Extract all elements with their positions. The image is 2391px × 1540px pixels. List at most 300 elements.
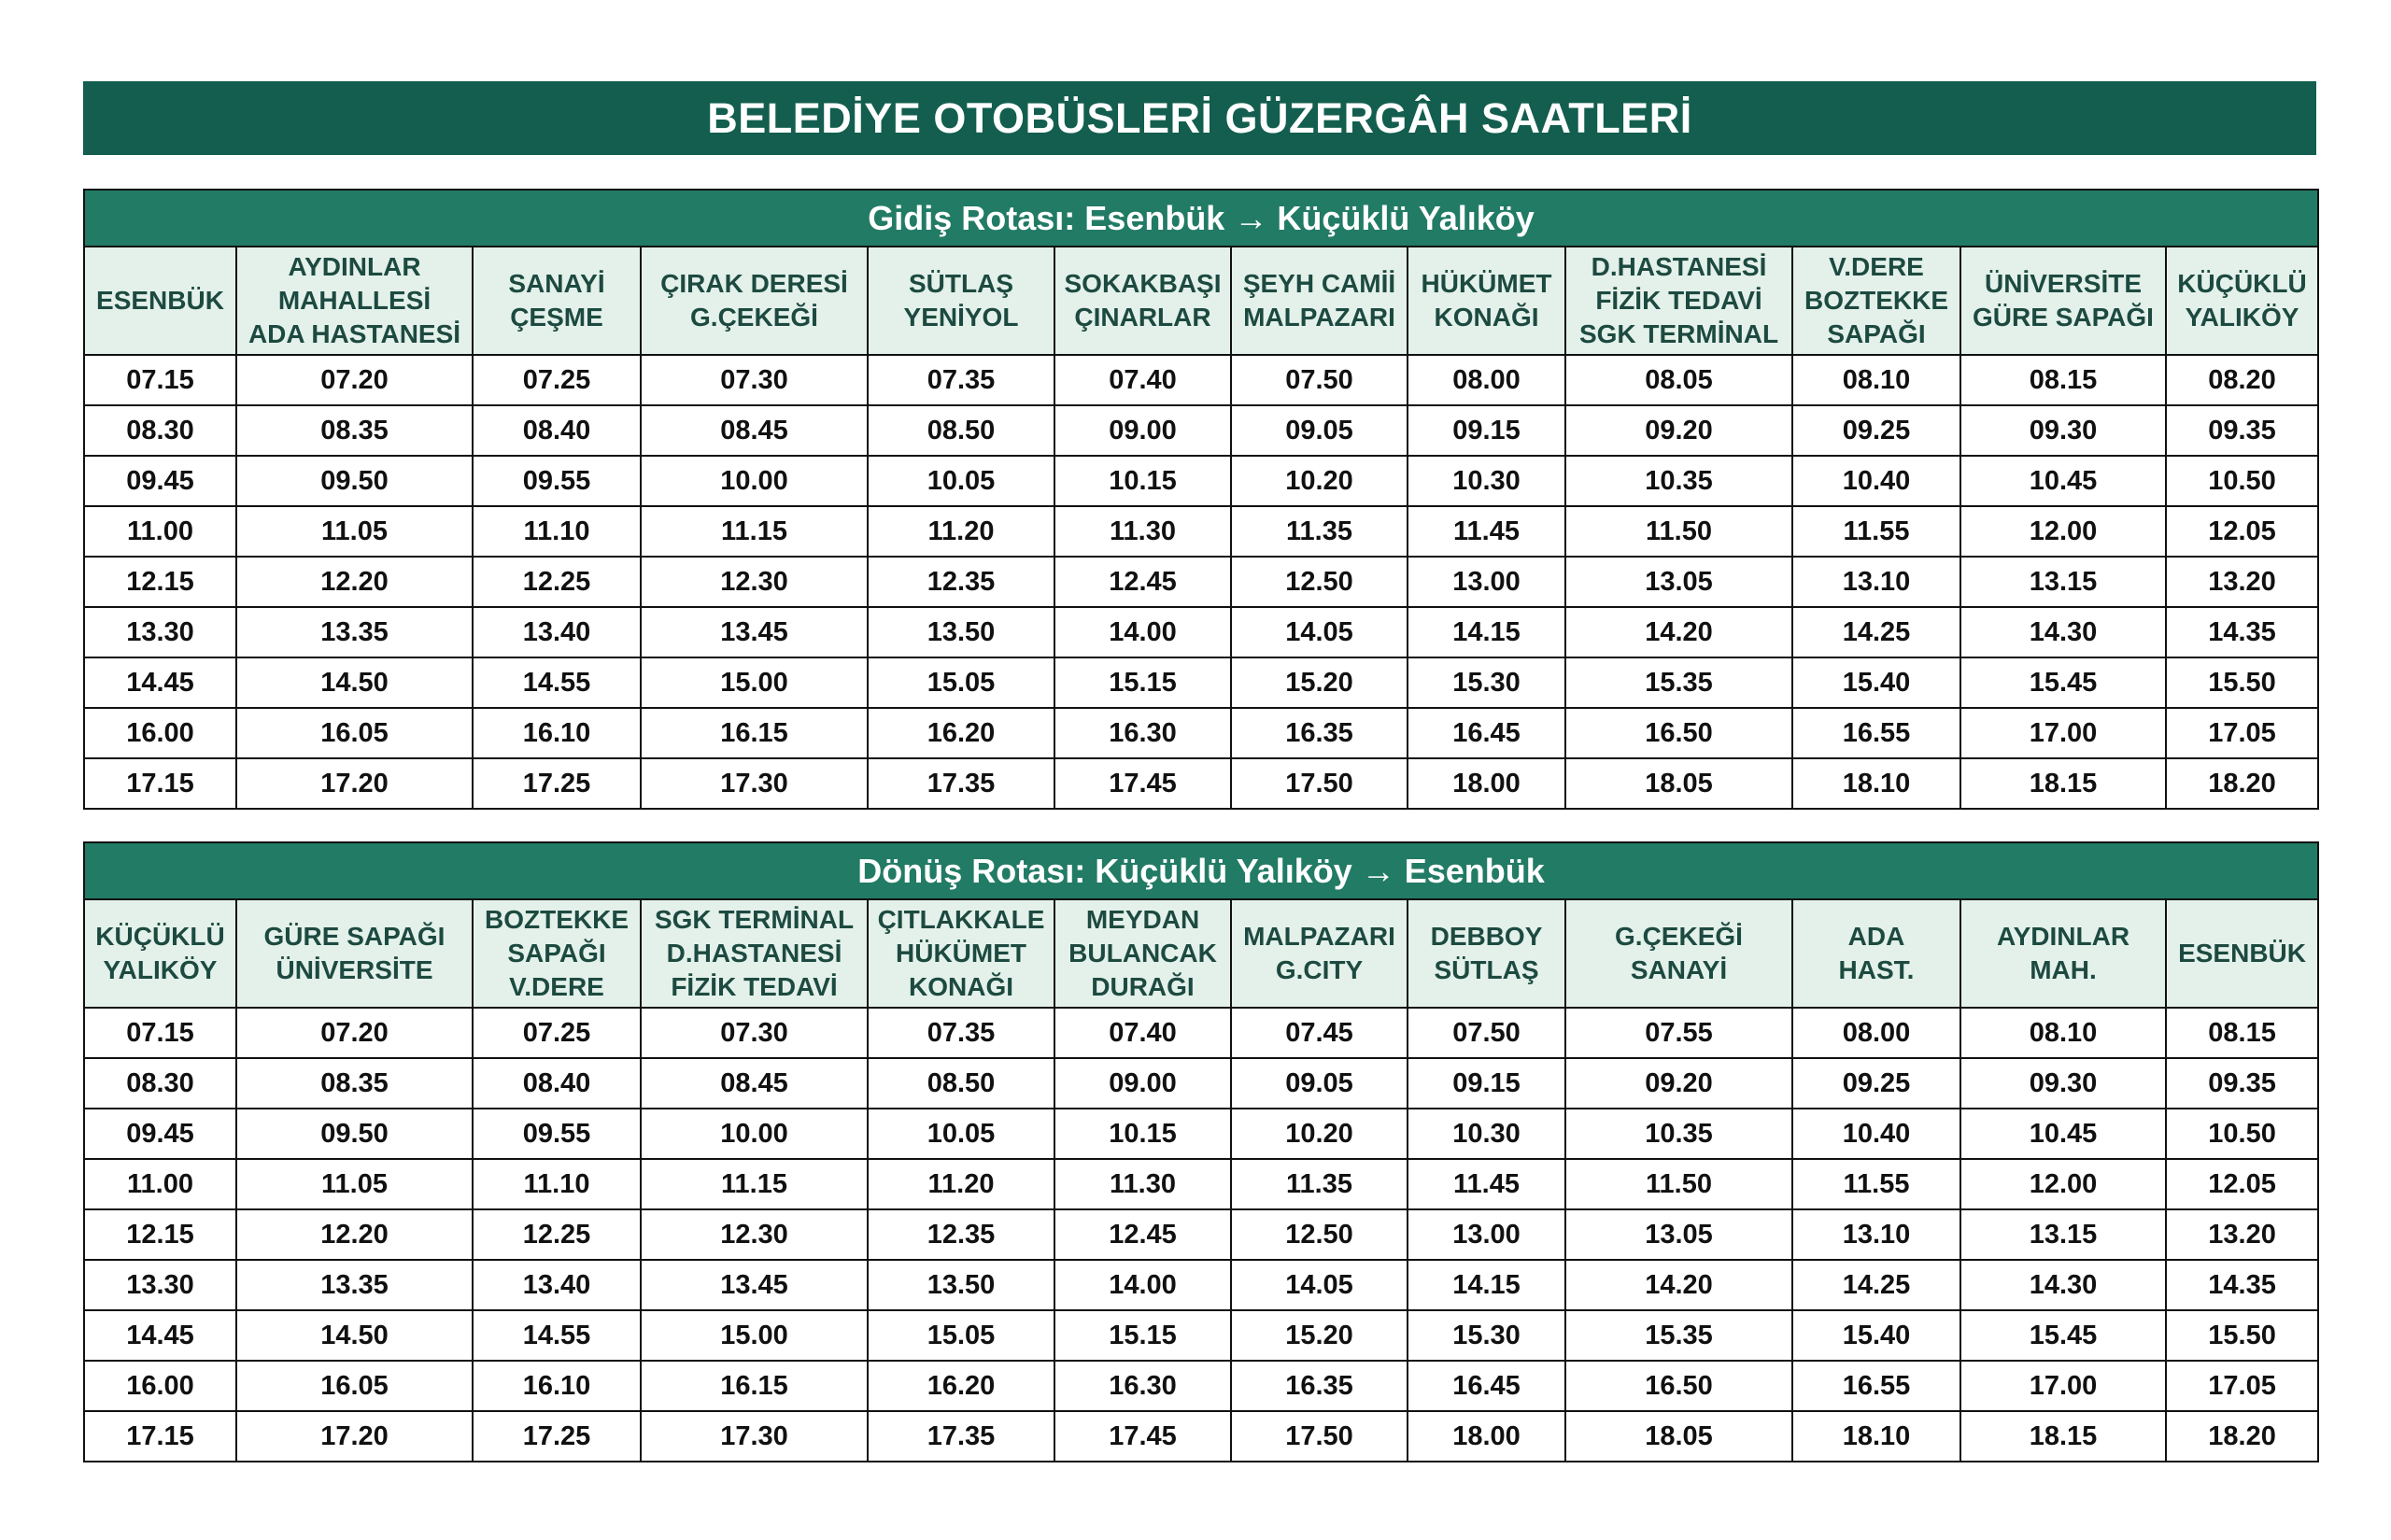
time-cell: 12.45: [1054, 1209, 1231, 1260]
time-cell: 16.20: [868, 1361, 1054, 1411]
time-cell: 16.15: [641, 708, 868, 758]
time-cell: 10.40: [1792, 456, 1960, 506]
time-cell: 07.30: [641, 355, 868, 405]
time-cell: 14.25: [1792, 1260, 1960, 1310]
time-cell: 17.35: [868, 758, 1054, 809]
time-cell: 10.05: [868, 456, 1054, 506]
stop-name-line: ADA HASTANESİ: [248, 319, 461, 348]
time-cell: 11.15: [641, 506, 868, 557]
time-cell: 09.30: [1960, 405, 2166, 456]
stop-name-line: ADA: [1847, 922, 1905, 951]
time-cell: 12.35: [868, 557, 1054, 607]
time-cell: 16.00: [84, 1361, 236, 1411]
table-row: [84, 758, 2318, 809]
time-cell: 15.20: [1231, 657, 1408, 708]
stop-name-line: KÜÇÜKLÜ: [95, 922, 225, 951]
time-cell: 11.55: [1792, 506, 1960, 557]
stop-header: [1231, 899, 1408, 1008]
time-cell: 14.50: [236, 1310, 473, 1361]
time-cell: 09.35: [2166, 1058, 2318, 1109]
stop-name-line: SANAYİ: [1630, 955, 1728, 984]
time-cell: 10.50: [2166, 456, 2318, 506]
return-timetable: [83, 841, 2319, 1462]
stop-name-line: SGK TERMİNAL: [1578, 319, 1779, 348]
time-cell: 14.20: [1565, 607, 1792, 657]
table-row: [84, 1109, 2318, 1159]
time-cell: 15.15: [1054, 657, 1231, 708]
time-cell: 08.05: [1565, 355, 1792, 405]
stop-header: [1054, 247, 1231, 355]
time-cell: 13.00: [1408, 1209, 1565, 1260]
time-cell: 08.30: [84, 1058, 236, 1109]
time-cell: 11.35: [1231, 1159, 1408, 1209]
stop-name-line: AYDINLAR: [1996, 922, 2130, 951]
time-cell: 11.45: [1408, 1159, 1565, 1209]
time-cell: 10.45: [1960, 456, 2166, 506]
time-cell: 09.05: [1231, 405, 1408, 456]
time-cell: 11.00: [84, 1159, 236, 1209]
stop-name-line: ESENBÜK: [2178, 939, 2306, 968]
stop-header: [2166, 247, 2318, 355]
time-cell: 18.15: [1960, 1411, 2166, 1462]
time-cell: 11.05: [236, 1159, 473, 1209]
time-cell: 16.10: [473, 708, 641, 758]
time-cell: 13.10: [1792, 557, 1960, 607]
time-cell: 16.30: [1054, 1361, 1231, 1411]
time-cell: 09.50: [236, 1109, 473, 1159]
stop-name-line: KONAĞI: [1434, 303, 1539, 332]
stop-header: [236, 899, 473, 1008]
time-cell: 08.10: [1792, 355, 1960, 405]
stop-name-line: KÜÇÜKLÜ: [2177, 269, 2307, 298]
time-cell: 09.45: [84, 456, 236, 506]
time-cell: 08.15: [1960, 355, 2166, 405]
stop-name-line: MAHALLESİ: [277, 286, 432, 315]
stop-name-line: SOKAKBAŞI: [1064, 269, 1222, 298]
stop-name-line: D.HASTANESİ: [1591, 252, 1767, 281]
time-cell: 12.45: [1054, 557, 1231, 607]
stop-name-line: SÜTLAŞ: [909, 269, 1013, 298]
time-cell: 15.40: [1792, 657, 1960, 708]
time-cell: 11.45: [1408, 506, 1565, 557]
stop-name-line: D.HASTANESİ: [666, 939, 842, 968]
time-cell: 07.35: [868, 1008, 1054, 1058]
time-cell: 09.45: [84, 1109, 236, 1159]
time-cell: 17.45: [1054, 758, 1231, 809]
time-cell: 07.25: [473, 1008, 641, 1058]
time-cell: 14.05: [1231, 607, 1408, 657]
time-cell: 10.40: [1792, 1109, 1960, 1159]
table-row: [84, 1411, 2318, 1462]
time-cell: 13.30: [84, 1260, 236, 1310]
stop-header: [1960, 247, 2166, 355]
stop-name-line: HÜKÜMET: [1421, 269, 1552, 298]
table-row: [84, 1310, 2318, 1361]
time-cell: 07.15: [84, 1008, 236, 1058]
stop-name-line: G.ÇEKEĞİ: [690, 303, 818, 332]
stop-name-line: BOZTEKKE: [1804, 286, 1948, 315]
route-title: Gidiş Rotası: Esenbük → Küçüklü Yalıköy: [84, 190, 2318, 247]
stop-name-line: MALPAZARI: [1243, 922, 1395, 951]
stop-name-line: KONAĞI: [909, 972, 1013, 1001]
time-cell: 17.50: [1231, 1411, 1408, 1462]
time-cell: 16.10: [473, 1361, 641, 1411]
time-cell: 08.10: [1960, 1008, 2166, 1058]
time-cell: 13.45: [641, 1260, 868, 1310]
time-cell: 13.20: [2166, 557, 2318, 607]
stop-name-line: MALPAZARI: [1243, 303, 1395, 332]
time-cell: 18.10: [1792, 1411, 1960, 1462]
time-cell: 07.30: [641, 1008, 868, 1058]
time-cell: 16.55: [1792, 1361, 1960, 1411]
time-cell: 17.15: [84, 1411, 236, 1462]
route-title-row: [84, 842, 2318, 899]
stop-header: [1054, 899, 1231, 1008]
stop-name-line: AYDINLAR: [288, 252, 421, 281]
time-cell: 18.10: [1792, 758, 1960, 809]
time-cell: 16.50: [1565, 1361, 1792, 1411]
time-cell: 13.35: [236, 1260, 473, 1310]
stop-header: [473, 247, 641, 355]
time-cell: 11.35: [1231, 506, 1408, 557]
time-cell: 14.15: [1408, 607, 1565, 657]
time-cell: 09.35: [2166, 405, 2318, 456]
stop-header-row: [84, 247, 2318, 355]
stop-header: [1408, 247, 1565, 355]
time-cell: 18.20: [2166, 758, 2318, 809]
time-cell: 08.20: [2166, 355, 2318, 405]
time-cell: 17.25: [473, 758, 641, 809]
time-cell: 12.35: [868, 1209, 1054, 1260]
time-cell: 12.25: [473, 1209, 641, 1260]
table-row: [84, 506, 2318, 557]
time-cell: 10.30: [1408, 1109, 1565, 1159]
time-cell: 12.15: [84, 1209, 236, 1260]
stop-name-line: DEBBOY: [1430, 922, 1543, 951]
time-cell: 17.15: [84, 758, 236, 809]
stop-name-line: DURAĞI: [1091, 972, 1195, 1001]
stop-name-line: YALIKÖY: [2185, 303, 2299, 332]
time-cell: 07.40: [1054, 355, 1231, 405]
time-cell: 14.00: [1054, 1260, 1231, 1310]
table-row: [84, 456, 2318, 506]
time-cell: 14.55: [473, 1310, 641, 1361]
time-cell: 10.05: [868, 1109, 1054, 1159]
time-cell: 08.40: [473, 1058, 641, 1109]
stop-name-line: G.ÇEKEĞİ: [1615, 922, 1743, 951]
time-cell: 15.15: [1054, 1310, 1231, 1361]
time-cell: 16.00: [84, 708, 236, 758]
time-cell: 10.00: [641, 456, 868, 506]
time-cell: 12.30: [641, 557, 868, 607]
time-cell: 16.05: [236, 708, 473, 758]
stop-header: [641, 899, 868, 1008]
time-cell: 11.50: [1565, 1159, 1792, 1209]
time-cell: 10.20: [1231, 456, 1408, 506]
time-cell: 11.10: [473, 506, 641, 557]
table-row: [84, 1361, 2318, 1411]
time-cell: 09.00: [1054, 1058, 1231, 1109]
time-cell: 16.35: [1231, 1361, 1408, 1411]
route-title: Dönüş Rotası: Küçüklü Yalıköy → Esenbük: [84, 842, 2318, 899]
time-cell: 09.20: [1565, 405, 1792, 456]
stop-name-line: ESENBÜK: [96, 286, 224, 315]
time-cell: 13.05: [1565, 557, 1792, 607]
stop-header: [1960, 899, 2166, 1008]
time-cell: 15.45: [1960, 1310, 2166, 1361]
time-cell: 08.00: [1792, 1008, 1960, 1058]
stop-name-line: GÜRE SAPAĞI: [263, 922, 446, 951]
time-cell: 08.35: [236, 1058, 473, 1109]
table-row: [84, 607, 2318, 657]
time-cell: 17.05: [2166, 708, 2318, 758]
stop-name-line: ŞEYH CAMİİ: [1242, 269, 1396, 298]
time-cell: 09.15: [1408, 405, 1565, 456]
time-cell: 14.35: [2166, 1260, 2318, 1310]
time-cell: 11.15: [641, 1159, 868, 1209]
stop-header-row: [84, 899, 2318, 1008]
time-cell: 18.00: [1408, 758, 1565, 809]
time-cell: 15.40: [1792, 1310, 1960, 1361]
time-cell: 12.20: [236, 1209, 473, 1260]
stop-name-line: G.CITY: [1275, 955, 1364, 984]
time-cell: 08.15: [2166, 1008, 2318, 1058]
time-cell: 15.45: [1960, 657, 2166, 708]
time-cell: 11.20: [868, 1159, 1054, 1209]
time-cell: 17.30: [641, 1411, 868, 1462]
time-cell: 17.25: [473, 1411, 641, 1462]
time-cell: 08.45: [641, 1058, 868, 1109]
time-cell: 07.55: [1565, 1008, 1792, 1058]
stop-name-line: SAPAĞI: [507, 939, 606, 968]
time-cell: 17.35: [868, 1411, 1054, 1462]
stop-name-line: ÇEŞME: [510, 303, 603, 332]
time-cell: 10.20: [1231, 1109, 1408, 1159]
stop-name-line: GÜRE SAPAĞI: [1973, 303, 2154, 332]
time-cell: 13.50: [868, 607, 1054, 657]
time-cell: 14.35: [2166, 607, 2318, 657]
time-cell: 13.20: [2166, 1209, 2318, 1260]
time-cell: 11.20: [868, 506, 1054, 557]
time-cell: 16.35: [1231, 708, 1408, 758]
time-cell: 10.50: [2166, 1109, 2318, 1159]
table-row: [84, 708, 2318, 758]
time-cell: 14.45: [84, 1310, 236, 1361]
stop-header: [1565, 899, 1792, 1008]
table-row: [84, 355, 2318, 405]
stop-name-line: V.DERE: [509, 972, 604, 1001]
time-cell: 12.50: [1231, 1209, 1408, 1260]
time-cell: 13.00: [1408, 557, 1565, 607]
time-cell: 17.50: [1231, 758, 1408, 809]
stop-name-line: SANAYİ: [508, 269, 605, 298]
time-cell: 13.50: [868, 1260, 1054, 1310]
time-cell: 12.20: [236, 557, 473, 607]
time-cell: 13.30: [84, 607, 236, 657]
time-cell: 09.15: [1408, 1058, 1565, 1109]
time-cell: 09.00: [1054, 405, 1231, 456]
time-cell: 15.05: [868, 657, 1054, 708]
time-cell: 10.35: [1565, 1109, 1792, 1159]
stop-name-line: SAPAĞI: [1827, 319, 1926, 348]
time-cell: 12.50: [1231, 557, 1408, 607]
time-cell: 17.20: [236, 1411, 473, 1462]
time-cell: 07.35: [868, 355, 1054, 405]
stop-name-line: V.DERE: [1829, 252, 1924, 281]
time-cell: 18.00: [1408, 1411, 1565, 1462]
time-cell: 13.15: [1960, 557, 2166, 607]
time-cell: 10.15: [1054, 456, 1231, 506]
table-row: [84, 557, 2318, 607]
time-cell: 14.30: [1960, 1260, 2166, 1310]
time-cell: 08.50: [868, 405, 1054, 456]
time-cell: 10.30: [1408, 456, 1565, 506]
time-cell: 09.20: [1565, 1058, 1792, 1109]
stop-name-line: MAH.: [2030, 955, 2097, 984]
stop-header: [1792, 247, 1960, 355]
stop-name-line: FİZİK TEDAVİ: [671, 972, 838, 1001]
time-cell: 18.05: [1565, 758, 1792, 809]
time-cell: 16.50: [1565, 708, 1792, 758]
time-cell: 12.00: [1960, 1159, 2166, 1209]
time-cell: 16.45: [1408, 708, 1565, 758]
time-cell: 09.25: [1792, 405, 1960, 456]
time-cell: 07.50: [1231, 355, 1408, 405]
stop-header: [236, 247, 473, 355]
time-cell: 17.45: [1054, 1411, 1231, 1462]
stop-header: [2166, 899, 2318, 1008]
stop-header: [1408, 899, 1565, 1008]
time-cell: 11.30: [1054, 1159, 1231, 1209]
time-cell: 15.50: [2166, 657, 2318, 708]
time-cell: 12.00: [1960, 506, 2166, 557]
stop-name-line: MEYDAN: [1085, 905, 1200, 934]
time-cell: 07.50: [1408, 1008, 1565, 1058]
time-cell: 07.20: [236, 355, 473, 405]
time-cell: 14.25: [1792, 607, 1960, 657]
stop-name-line: HAST.: [1838, 955, 1915, 984]
time-cell: 15.20: [1231, 1310, 1408, 1361]
time-cell: 12.15: [84, 557, 236, 607]
time-cell: 17.00: [1960, 1361, 2166, 1411]
stop-header: [1231, 247, 1408, 355]
time-cell: 15.30: [1408, 1310, 1565, 1361]
time-cell: 17.00: [1960, 708, 2166, 758]
table-row: [84, 657, 2318, 708]
stop-header: [641, 247, 868, 355]
stop-header: [868, 899, 1054, 1008]
time-cell: 14.15: [1408, 1260, 1565, 1310]
time-cell: 09.25: [1792, 1058, 1960, 1109]
time-cell: 14.05: [1231, 1260, 1408, 1310]
time-cell: 18.15: [1960, 758, 2166, 809]
stop-name-line: FİZİK TEDAVİ: [1595, 286, 1762, 315]
time-cell: 17.30: [641, 758, 868, 809]
stop-header: [1792, 899, 1960, 1008]
time-cell: 17.05: [2166, 1361, 2318, 1411]
time-cell: 08.40: [473, 405, 641, 456]
time-cell: 11.55: [1792, 1159, 1960, 1209]
stop-name-line: SGK TERMİNAL: [654, 905, 855, 934]
table-row: [84, 1008, 2318, 1058]
stop-name-line: ÇIRAK DERESİ: [660, 269, 848, 298]
time-cell: 12.25: [473, 557, 641, 607]
stop-name-line: SÜTLAŞ: [1434, 955, 1539, 984]
stop-name-line: BULANCAK: [1068, 939, 1217, 968]
time-cell: 14.50: [236, 657, 473, 708]
time-cell: 10.35: [1565, 456, 1792, 506]
time-cell: 09.55: [473, 456, 641, 506]
stop-name-line: ÇINARLAR: [1074, 303, 1211, 332]
time-cell: 07.15: [84, 355, 236, 405]
stop-header: [473, 899, 641, 1008]
time-cell: 14.45: [84, 657, 236, 708]
time-cell: 09.50: [236, 456, 473, 506]
time-cell: 07.45: [1231, 1008, 1408, 1058]
time-cell: 12.05: [2166, 506, 2318, 557]
stop-name-line: ÜNİVERSİTE: [1984, 269, 2143, 298]
time-cell: 13.45: [641, 607, 868, 657]
stop-name-line: YALIKÖY: [103, 955, 218, 984]
time-cell: 17.20: [236, 758, 473, 809]
stop-header: [868, 247, 1054, 355]
time-cell: 13.35: [236, 607, 473, 657]
time-cell: 09.55: [473, 1109, 641, 1159]
time-cell: 08.00: [1408, 355, 1565, 405]
time-cell: 08.45: [641, 405, 868, 456]
time-cell: 13.05: [1565, 1209, 1792, 1260]
time-cell: 13.10: [1792, 1209, 1960, 1260]
stop-name-line: ÇITLAKKALE: [877, 905, 1045, 934]
outbound-timetable: [83, 189, 2319, 810]
time-cell: 16.30: [1054, 708, 1231, 758]
time-cell: 11.00: [84, 506, 236, 557]
time-cell: 13.40: [473, 607, 641, 657]
stop-header: [84, 247, 236, 355]
time-cell: 11.10: [473, 1159, 641, 1209]
page-title: BELEDİYE OTOBÜSLERİ GÜZERGÂH SAATLERİ: [83, 81, 2316, 155]
stop-name-line: YENİYOL: [903, 303, 1019, 332]
time-cell: 10.15: [1054, 1109, 1231, 1159]
time-cell: 13.15: [1960, 1209, 2166, 1260]
time-cell: 15.50: [2166, 1310, 2318, 1361]
time-cell: 16.45: [1408, 1361, 1565, 1411]
time-cell: 07.20: [236, 1008, 473, 1058]
time-cell: 12.30: [641, 1209, 868, 1260]
time-cell: 08.35: [236, 405, 473, 456]
time-cell: 11.50: [1565, 506, 1792, 557]
stop-header: [84, 899, 236, 1008]
time-cell: 15.35: [1565, 1310, 1792, 1361]
stop-name-line: ÜNİVERSİTE: [276, 955, 433, 984]
time-cell: 15.00: [641, 1310, 868, 1361]
stop-name-line: BOZTEKKE: [485, 905, 629, 934]
time-cell: 07.40: [1054, 1008, 1231, 1058]
time-cell: 08.30: [84, 405, 236, 456]
time-cell: 11.05: [236, 506, 473, 557]
time-cell: 15.00: [641, 657, 868, 708]
time-cell: 11.30: [1054, 506, 1231, 557]
route-title-row: [84, 190, 2318, 247]
table-row: [84, 1209, 2318, 1260]
stop-header: [1565, 247, 1792, 355]
time-cell: 14.55: [473, 657, 641, 708]
time-cell: 15.05: [868, 1310, 1054, 1361]
time-cell: 14.00: [1054, 607, 1231, 657]
table-row: [84, 1159, 2318, 1209]
table-row: [84, 1058, 2318, 1109]
time-cell: 09.05: [1231, 1058, 1408, 1109]
